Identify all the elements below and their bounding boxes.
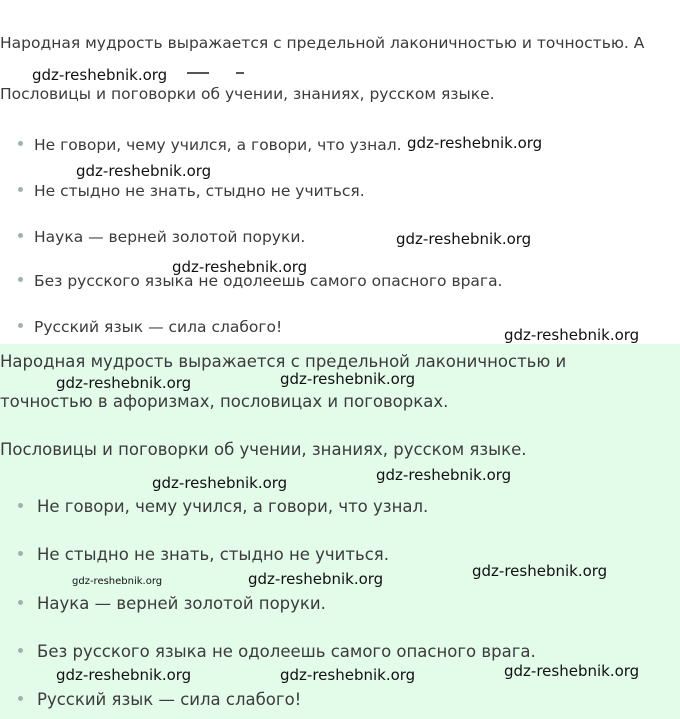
- watermark: gdz-reshebnik.org: [280, 666, 416, 684]
- bullet-icon: [18, 277, 23, 282]
- watermark: gdz-reshebnik.org: [32, 66, 168, 84]
- watermark: gdz-reshebnik.org: [76, 162, 212, 180]
- top-list-item: Без русского языка не одолеешь самого опасного врага.: [18, 271, 503, 291]
- bullet-icon: [18, 696, 23, 701]
- decorative-fragment: [236, 72, 244, 74]
- bullet-icon: [18, 600, 23, 605]
- green-list-item: Не говори, чему учился, а говори, что узнал.: [18, 496, 428, 518]
- top-list-item: Русский язык — сила слабого!: [18, 317, 282, 337]
- watermark: gdz-reshebnik.org: [504, 326, 640, 344]
- watermark-small: gdz-reshebnik.org: [72, 576, 163, 587]
- green-intro-line-2: точностью в афоризмах, пословицах и поговорках.: [0, 392, 449, 411]
- watermark: gdz-reshebnik.org: [407, 134, 543, 152]
- green-list-item: Без русского языка не одолеешь самого опасного врага.: [18, 641, 536, 663]
- watermark: gdz-reshebnik.org: [152, 474, 288, 492]
- top-list-item: Наука — верней золотой поруки.: [18, 227, 305, 247]
- green-list-item: Не стыдно не знать, стыдно не учиться.: [18, 544, 389, 566]
- green-list-item: Наука — верней золотой поруки.: [18, 593, 326, 615]
- watermark: gdz-reshebnik.org: [248, 570, 384, 588]
- bullet-icon: [18, 503, 23, 508]
- top-list-item: Не стыдно не знать, стыдно не учиться.: [18, 181, 365, 201]
- bullet-icon: [18, 323, 23, 328]
- bullet-icon: [18, 648, 23, 653]
- watermark: gdz-reshebnik.org: [504, 662, 640, 680]
- watermark: gdz-reshebnik.org: [56, 374, 192, 392]
- decorative-fragment: [187, 72, 209, 74]
- bullet-icon: [18, 551, 23, 556]
- green-intro-line-3: Пословицы и поговорки об учении, знаниях, русском языке.: [0, 440, 527, 459]
- bullet-icon: [18, 141, 23, 146]
- watermark: gdz-reshebnik.org: [172, 258, 308, 276]
- bullet-icon: [18, 233, 23, 238]
- top-list-item: Не говори, чему учился, а говори, что узнал.: [18, 135, 402, 155]
- watermark: gdz-reshebnik.org: [376, 466, 512, 484]
- watermark: gdz-reshebnik.org: [56, 666, 192, 684]
- top-intro-line-1: Народная мудрость выражается с предельной лаконичностью и точностью. А: [0, 34, 645, 52]
- green-intro-line-1: Народная мудрость выражается с предельной лаконичностью и: [0, 352, 567, 371]
- top-intro-line-2: Пословицы и поговорки об учении, знаниях, русском языке.: [0, 85, 495, 103]
- watermark: gdz-reshebnik.org: [280, 370, 416, 388]
- green-list-item: Русский язык — сила слабого!: [18, 689, 301, 711]
- watermark: gdz-reshebnik.org: [472, 562, 608, 580]
- bullet-icon: [18, 187, 23, 192]
- watermark: gdz-reshebnik.org: [396, 230, 532, 248]
